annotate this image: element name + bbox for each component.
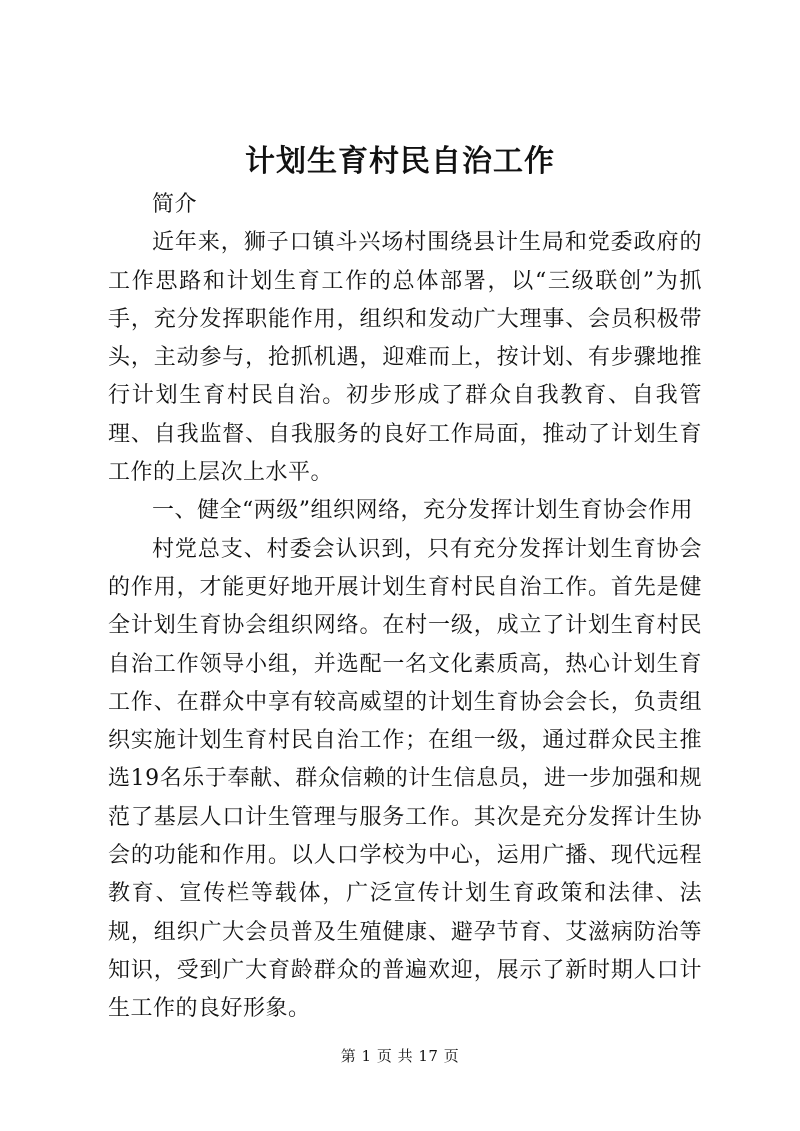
section-paragraph: 村党总支、村委会认识到，只有充分发挥计划生育协会的作用，才能更好地开展计划生育村民自治工作。首先是健全计划生育协会组织网络。在村一级，成立了计划生育村民自治工作领导小组，并选配一名文化素质高，热心计划生育工作、在群众中享有较高威望的计划生育协会会长，负责组织实施计划生育村民自治工作；在组一级，通过群众民主推选19名乐于奉献、群众信赖的计生信息员，进一步加强和规范了基层人口计生管理与服务工作。其次是充分发挥计生协会的功能和作用。以人口学校为中心，运用广播、现代远程教育、宣传栏等载体，广泛宣传计划生育政策和法律、法规，组织广大会员普及生殖健康、避孕节育、艾滋病防治等知识，受到广大育龄群众的普遍欢迎，展示了新时期人口计生工作的良好形象。 [108, 536, 702, 1022]
document-body [108, 186, 702, 1029]
intro-heading: 简介 [152, 192, 198, 217]
section-heading: 一、健全“两级”组织网络，充分发挥计划生育协会作用 [152, 498, 693, 524]
intro-paragraph: 近年来，狮子口镇斗兴场村围绕县计生局和党委政府的工作思路和计划生育工作的总体部署，以“三级联创”为抓手，充分发挥职能作用，组织和发动广大理事、会员积极带头，主动参与，抢抓机遇，迎难而上，按计划、有步骤地推行计划生育村民自治。初步形成了群众自我教育、自我管理、自我监督、自我服务的良好工作局面，推动了计划生育工作的上层次上水平。 [108, 230, 702, 486]
page-number: 第 1 页 共 17 页 [340, 1047, 460, 1065]
document-title: 计划生育村民自治工作 [245, 144, 555, 179]
